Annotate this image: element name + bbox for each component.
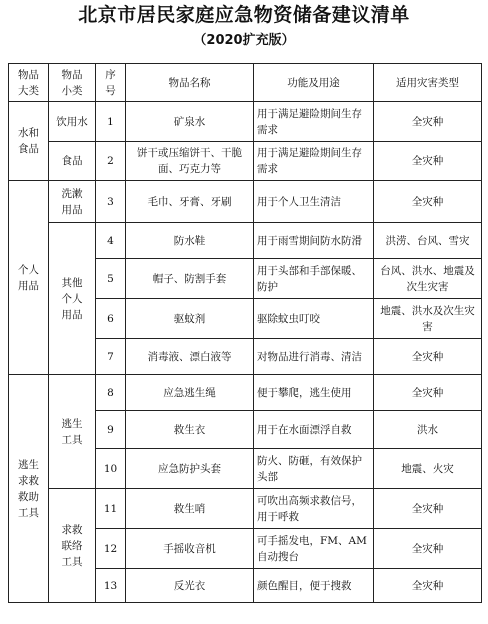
item-name-cell: 手摇收音机 bbox=[126, 529, 254, 569]
disaster-cell: 洪涝、台风、雪灾 bbox=[374, 223, 482, 259]
seq-cell: 4 bbox=[96, 223, 126, 259]
item-name-cell: 驱蚊剂 bbox=[126, 299, 254, 339]
header-name: 物品名称 bbox=[126, 64, 254, 102]
item-use-cell: 用于满足避险期间生存需求 bbox=[254, 142, 374, 181]
table-row bbox=[9, 102, 482, 142]
item-name-cell: 消毒液、漂白液等 bbox=[126, 339, 254, 375]
supply-table bbox=[8, 63, 482, 603]
header-use: 功能及用途 bbox=[254, 64, 374, 102]
table-row bbox=[9, 489, 482, 529]
item-use-cell: 防火、防砸，有效保护头部 bbox=[254, 449, 374, 489]
seq-cell: 2 bbox=[96, 142, 126, 181]
item-use-cell: 可手摇发电，FM、AM自动搜台 bbox=[254, 529, 374, 569]
disaster-cell: 全灾种 bbox=[374, 339, 482, 375]
table-row bbox=[9, 142, 482, 181]
disaster-cell: 全灾种 bbox=[374, 489, 482, 529]
disaster-cell: 全灾种 bbox=[374, 102, 482, 142]
item-use-cell: 用于满足避险期间生存需求 bbox=[254, 102, 374, 142]
seq-cell: 5 bbox=[96, 259, 126, 299]
seq-cell: 8 bbox=[96, 375, 126, 411]
item-name-cell: 救生哨 bbox=[126, 489, 254, 529]
header-seq: 序号 bbox=[96, 64, 126, 102]
header-disaster: 适用灾害类型 bbox=[374, 64, 482, 102]
seq-cell: 3 bbox=[96, 181, 126, 223]
item-use-cell: 颜色醒目，便于搜救 bbox=[254, 569, 374, 603]
item-use-cell: 用于在水面漂浮自救 bbox=[254, 411, 374, 449]
table-row bbox=[9, 375, 482, 411]
subcategory-cell: 饮用水 bbox=[49, 102, 96, 142]
seq-cell: 9 bbox=[96, 411, 126, 449]
subcategory-cell: 其他个人用品 bbox=[49, 223, 96, 375]
item-use-cell: 用于雨雪期间防水防滑 bbox=[254, 223, 374, 259]
header-minor: 物品小类 bbox=[49, 64, 96, 102]
item-use-cell: 便于攀爬，逃生使用 bbox=[254, 375, 374, 411]
item-name-cell: 矿泉水 bbox=[126, 102, 254, 142]
disaster-cell: 地震、洪水及次生灾害 bbox=[374, 299, 482, 339]
subcategory-cell: 洗漱用品 bbox=[49, 181, 96, 223]
item-name-cell: 防水鞋 bbox=[126, 223, 254, 259]
item-name-cell: 应急逃生绳 bbox=[126, 375, 254, 411]
table-row bbox=[9, 181, 482, 223]
category-cell: 个人用品 bbox=[9, 181, 49, 375]
item-name-cell: 饼干或压缩饼干、干脆面、巧克力等 bbox=[126, 142, 254, 181]
disaster-cell: 全灾种 bbox=[374, 529, 482, 569]
seq-cell: 6 bbox=[96, 299, 126, 339]
seq-cell: 13 bbox=[96, 569, 126, 603]
header-row bbox=[9, 64, 482, 102]
disaster-cell: 全灾种 bbox=[374, 569, 482, 603]
item-name-cell: 毛巾、牙膏、牙刷 bbox=[126, 181, 254, 223]
subcategory-cell: 逃生工具 bbox=[49, 375, 96, 489]
subcategory-cell: 食品 bbox=[49, 142, 96, 181]
category-cell: 水和食品 bbox=[9, 102, 49, 181]
disaster-cell: 洪水 bbox=[374, 411, 482, 449]
page-subtitle: （2020扩充版） bbox=[193, 33, 295, 48]
seq-cell: 10 bbox=[96, 449, 126, 489]
disaster-cell: 全灾种 bbox=[374, 375, 482, 411]
item-name-cell: 反光衣 bbox=[126, 569, 254, 603]
item-use-cell: 驱除蚊虫叮咬 bbox=[254, 299, 374, 339]
item-name-cell: 救生衣 bbox=[126, 411, 254, 449]
subcategory-cell: 求救联络工具 bbox=[49, 489, 96, 603]
table-row bbox=[9, 223, 482, 259]
disaster-cell: 全灾种 bbox=[374, 181, 482, 223]
disaster-cell: 台风、洪水、地震及次生灾害 bbox=[374, 259, 482, 299]
seq-cell: 12 bbox=[96, 529, 126, 569]
seq-cell: 1 bbox=[96, 102, 126, 142]
item-use-cell: 用于头部和手部保暖、防护 bbox=[254, 259, 374, 299]
category-cell: 逃生求救救助工具 bbox=[9, 375, 49, 603]
item-use-cell: 对物品进行消毒、清洁 bbox=[254, 339, 374, 375]
disaster-cell: 全灾种 bbox=[374, 142, 482, 181]
disaster-cell: 地震、火灾 bbox=[374, 449, 482, 489]
item-use-cell: 用于个人卫生清洁 bbox=[254, 181, 374, 223]
seq-cell: 11 bbox=[96, 489, 126, 529]
seq-cell: 7 bbox=[96, 339, 126, 375]
item-name-cell: 帽子、防割手套 bbox=[126, 259, 254, 299]
item-use-cell: 可吹出高频求救信号，用于呼救 bbox=[254, 489, 374, 529]
header-major: 物品大类 bbox=[9, 64, 49, 102]
item-name-cell: 应急防护头套 bbox=[126, 449, 254, 489]
page-title: 北京市居民家庭应急物资储备建议清单 bbox=[78, 4, 410, 26]
